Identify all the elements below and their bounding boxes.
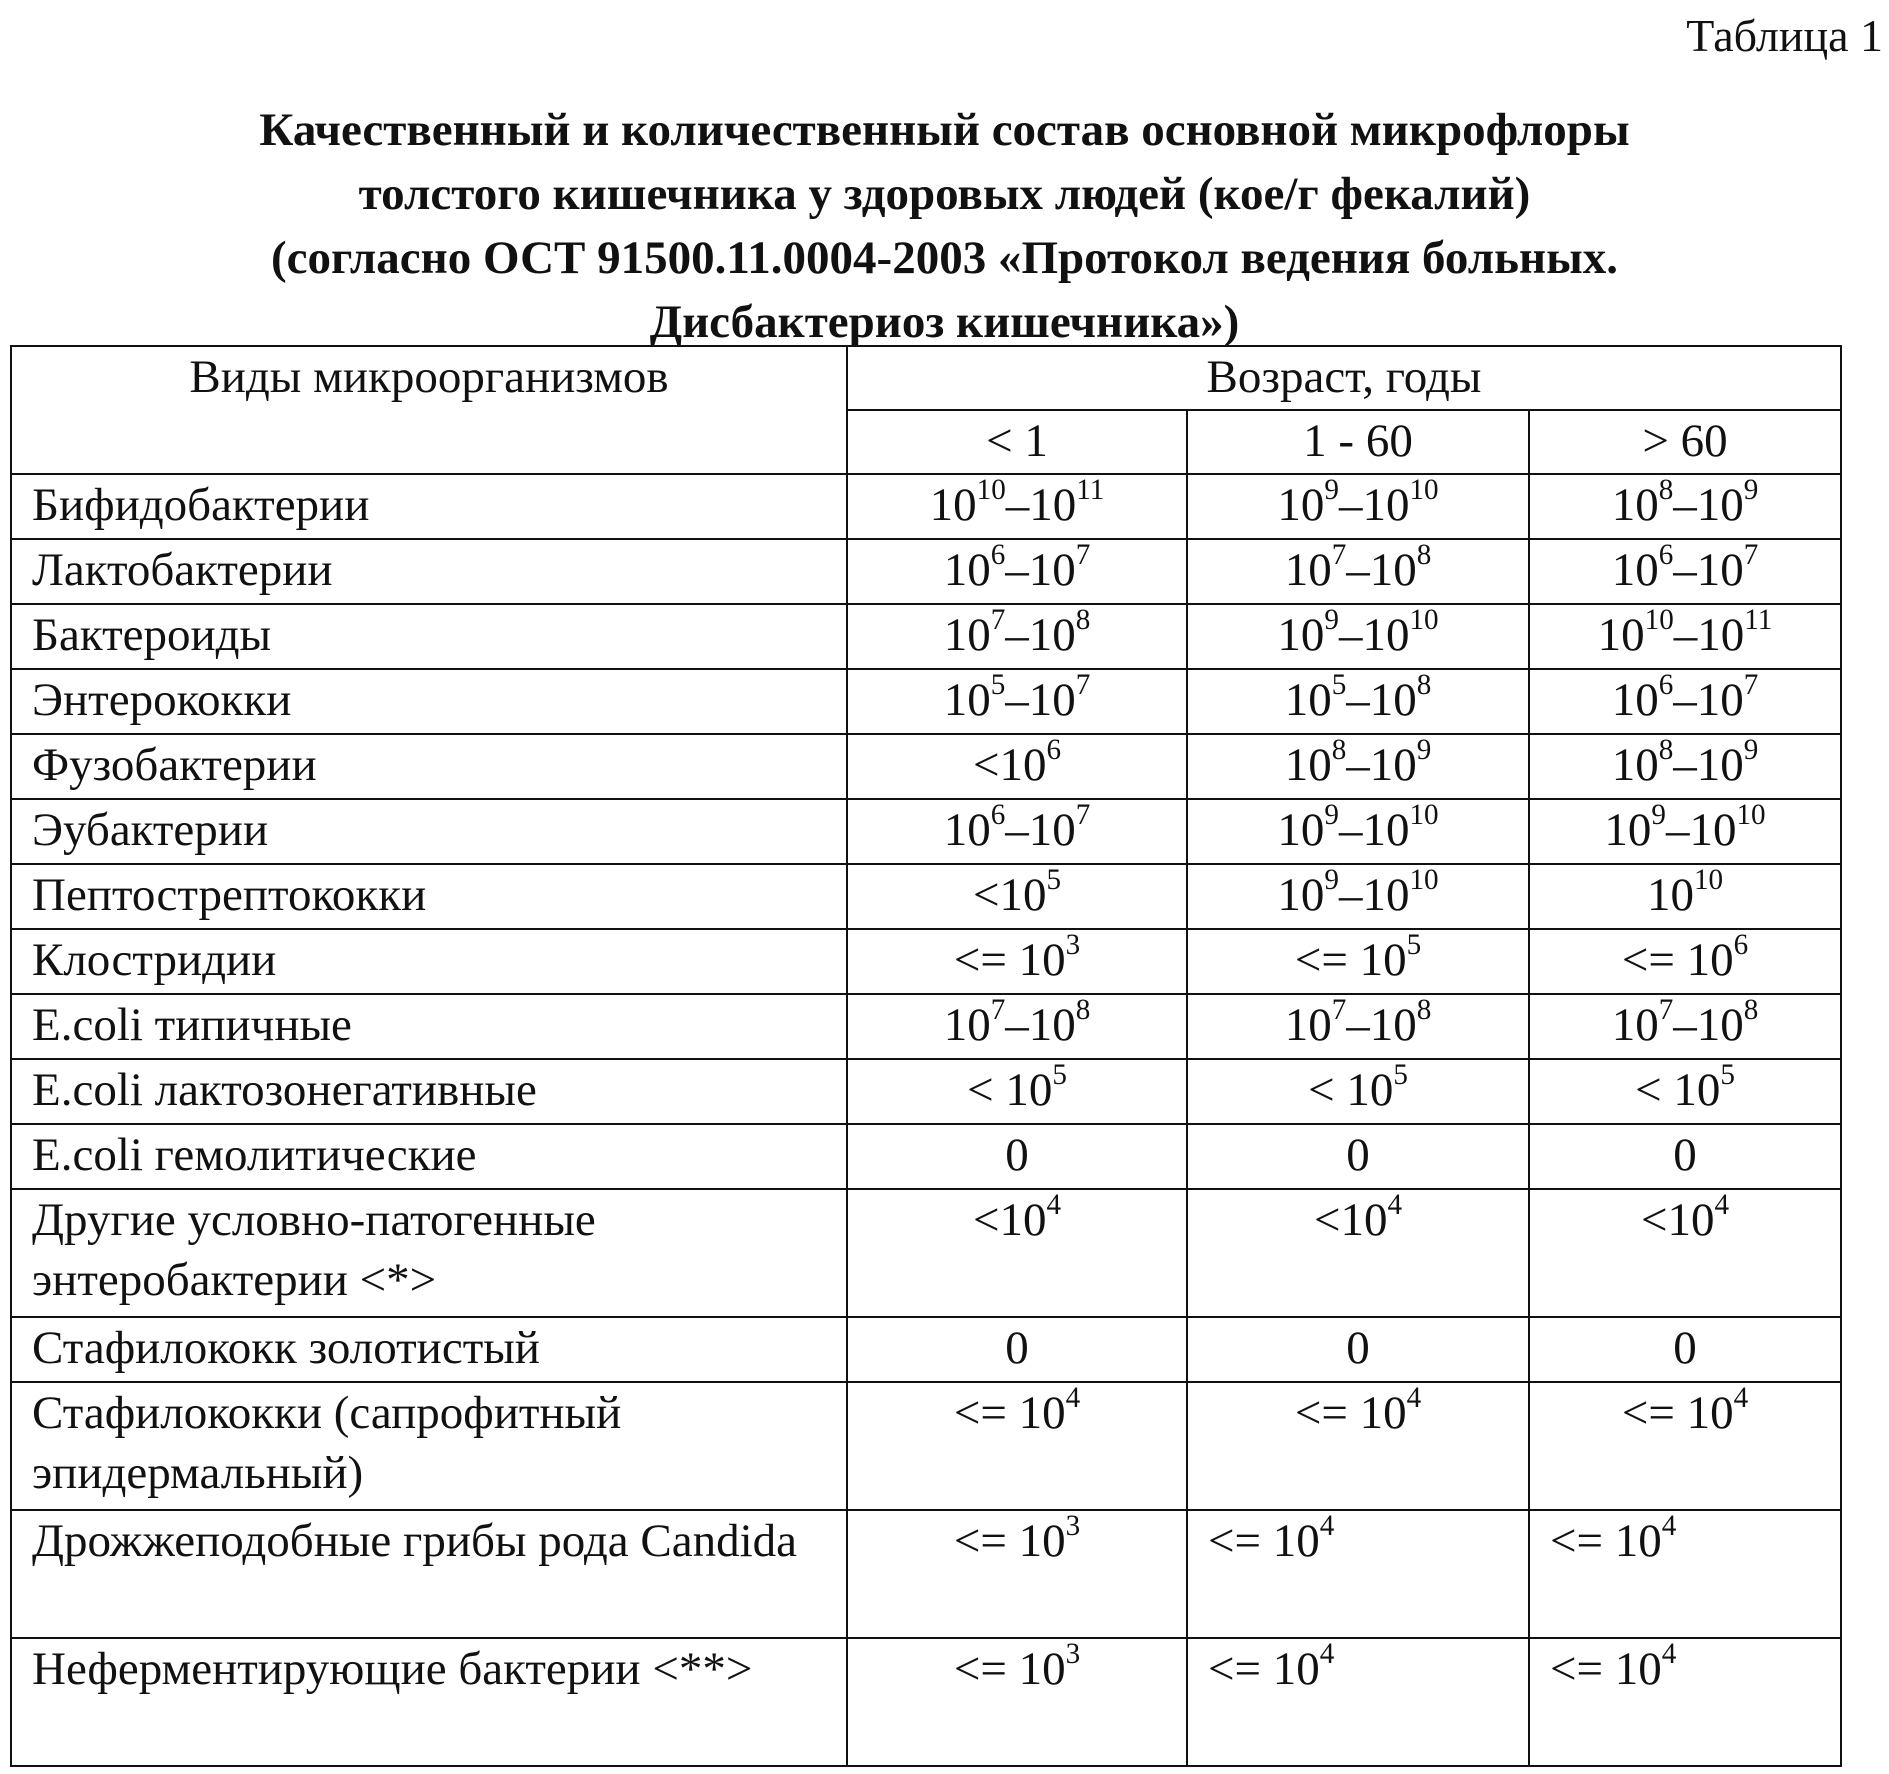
exponent: 7 — [1075, 799, 1091, 832]
exponent: 10 — [1693, 864, 1724, 897]
exponent: 7 — [990, 604, 1006, 637]
value-text: –10 — [1665, 804, 1737, 856]
exponent: 5 — [1052, 1059, 1067, 1092]
header-row — [11, 346, 1841, 410]
value-cell-age-group-2 — [1187, 929, 1529, 994]
exponent: 4 — [1065, 1382, 1081, 1415]
table-row — [11, 929, 1841, 994]
organism-name: Дрожжеподобные грибы рода Candida — [11, 1510, 847, 1638]
value-cell-age-group-3 — [1529, 669, 1841, 734]
exponent: 4 — [1319, 1510, 1335, 1543]
value-text: –10 — [1346, 999, 1417, 1051]
organism-name: Бифидобактерии — [11, 474, 847, 539]
exponent: 3 — [1065, 1638, 1081, 1671]
value-text: –10 — [1346, 739, 1417, 791]
exponent: 10 — [1409, 799, 1439, 832]
exponent: 4 — [1661, 1638, 1677, 1671]
exponent: 8 — [1075, 994, 1091, 1027]
value-text: <= 10 — [953, 1387, 1066, 1439]
exponent: 3 — [1065, 1510, 1081, 1543]
value-cell-age-group-3 — [1529, 994, 1841, 1059]
value-text: <= 10 — [953, 934, 1066, 986]
value-text: <10 — [972, 1194, 1047, 1246]
exponent: 11 — [1744, 604, 1773, 637]
title-line: толстого кишечника у здоровых людей (кое/г фекалий) — [358, 168, 1531, 220]
exponent: 4 — [1661, 1510, 1677, 1543]
table-row — [11, 669, 1841, 734]
exponent: 6 — [1658, 539, 1674, 572]
value-cell-age-group-3 — [1529, 734, 1841, 799]
exponent: 4 — [1319, 1638, 1335, 1671]
exponent: 8 — [1743, 994, 1759, 1027]
exponent: 10 — [1736, 799, 1766, 832]
value-cell-age-group-1 — [847, 1124, 1187, 1189]
value-text: < 10 — [1308, 1064, 1394, 1116]
exponent: 8 — [1416, 994, 1432, 1027]
value-cell-age-group-2 — [1187, 799, 1529, 864]
value-text: 10 — [1646, 869, 1694, 921]
value-text: 10 — [1284, 544, 1332, 596]
value-cell-age-group-2 — [1187, 1510, 1529, 1638]
value-text: 10 — [943, 999, 991, 1051]
value-cell-age-group-3 — [1529, 1638, 1841, 1766]
exponent: 5 — [1393, 1059, 1408, 1092]
exponent: 8 — [1416, 669, 1432, 702]
organism-name: Клостридии — [11, 929, 847, 994]
value-text: 10 — [943, 674, 991, 726]
value-text: 10 — [1277, 479, 1325, 531]
value-cell-age-group-1 — [847, 539, 1187, 604]
value-text: <= 10 — [1208, 1643, 1320, 1695]
organism-name: E.coli гемолитические — [11, 1124, 847, 1189]
exponent: 9 — [1324, 864, 1339, 897]
table-row — [11, 539, 1841, 604]
value-cell-age-group-1 — [847, 1638, 1187, 1766]
exponent: 9 — [1743, 474, 1759, 507]
value-text: –10 — [1338, 609, 1410, 661]
value-text: –10 — [1338, 479, 1410, 531]
value-text: 10 — [1611, 544, 1659, 596]
exponent: 8 — [1416, 539, 1432, 572]
microflora-table — [10, 345, 1842, 1767]
table-row — [11, 1059, 1841, 1124]
value-cell-age-group-2 — [1187, 864, 1529, 929]
value-text: <= 10 — [1208, 1515, 1320, 1567]
value-cell-age-group-3 — [1529, 1382, 1841, 1510]
value-cell-age-group-2 — [1187, 474, 1529, 539]
table-number-label: Таблица 1 — [1686, 10, 1883, 61]
value-text: –10 — [1346, 674, 1417, 726]
value-text: <= 10 — [953, 1515, 1066, 1567]
value-cell-age-group-1 — [847, 929, 1187, 994]
exponent: 4 — [1406, 1382, 1422, 1415]
value-text: 10 — [943, 544, 991, 596]
exponent: 9 — [1416, 734, 1432, 767]
value-text: 0 — [1673, 1129, 1697, 1181]
table-row — [11, 1638, 1841, 1766]
value-text: –10 — [1673, 739, 1744, 791]
value-text: <= 10 — [1550, 1515, 1662, 1567]
exponent: 7 — [1075, 669, 1091, 702]
value-text: 10 — [1284, 999, 1332, 1051]
exponent: 5 — [1720, 1059, 1735, 1092]
value-text: 10 — [1597, 609, 1645, 661]
title-line: Качественный и количественный состав основной микрофлоры — [259, 104, 1630, 156]
exponent: 7 — [1743, 669, 1759, 702]
organism-name: Бактероиды — [11, 604, 847, 669]
value-cell-age-group-2 — [1187, 1059, 1529, 1124]
value-text: 0 — [1005, 1322, 1029, 1374]
value-text: 10 — [1604, 804, 1652, 856]
value-cell-age-group-3 — [1529, 604, 1841, 669]
value-text: 10 — [1284, 674, 1332, 726]
exponent: 6 — [1046, 734, 1062, 767]
value-text: 10 — [943, 804, 991, 856]
value-text: <10 — [1640, 1194, 1715, 1246]
table-row — [11, 994, 1841, 1059]
value-cell-age-group-1 — [847, 864, 1187, 929]
value-text: –10 — [1673, 544, 1744, 596]
exponent: 4 — [1387, 1189, 1403, 1222]
exponent: 4 — [1046, 1189, 1062, 1222]
organism-name: E.coli типичные — [11, 994, 847, 1059]
value-cell-age-group-3 — [1529, 799, 1841, 864]
table-row — [11, 1382, 1841, 1510]
organism-name: E.coli лактозонегативные — [11, 1059, 847, 1124]
exponent: 7 — [1743, 539, 1759, 572]
organism-name: Пептострептококки — [11, 864, 847, 929]
exponent: 10 — [1409, 474, 1439, 507]
value-text: 0 — [1346, 1322, 1370, 1374]
value-text: < 10 — [967, 1064, 1053, 1116]
value-text: <= 10 — [1621, 1387, 1734, 1439]
exponent: 6 — [1733, 929, 1749, 962]
value-cell-age-group-3 — [1529, 474, 1841, 539]
organism-name: Стафилококк золотистый — [11, 1317, 847, 1382]
value-cell-age-group-1 — [847, 1189, 1187, 1317]
exponent: 9 — [1324, 474, 1339, 507]
value-text: –10 — [1005, 999, 1076, 1051]
organism-name: Лактобактерии — [11, 539, 847, 604]
value-text: 10 — [1611, 739, 1659, 791]
value-text: 0 — [1346, 1129, 1370, 1181]
value-text: <= 10 — [1294, 1387, 1407, 1439]
exponent: 9 — [1324, 604, 1339, 637]
organism-name: Энтерококки — [11, 669, 847, 734]
organism-name: Фузобактерии — [11, 734, 847, 799]
header-age-1-60: 1 - 60 — [1187, 410, 1529, 474]
header-age: Возраст, годы — [847, 346, 1841, 410]
table-row — [11, 864, 1841, 929]
value-text: <10 — [1313, 1194, 1388, 1246]
exponent: 5 — [1046, 864, 1062, 897]
value-cell-age-group-3 — [1529, 1189, 1841, 1317]
title-line: Дисбактериоз кишечника») — [649, 296, 1240, 348]
value-cell-age-group-1 — [847, 734, 1187, 799]
header-age-under-1: < 1 — [847, 410, 1187, 474]
value-text: –10 — [1005, 479, 1077, 531]
value-text: 10 — [1611, 674, 1659, 726]
exponent: 4 — [1733, 1382, 1749, 1415]
value-text: 10 — [1277, 804, 1325, 856]
value-text: 10 — [943, 609, 991, 661]
value-cell-age-group-1 — [847, 604, 1187, 669]
value-text: <10 — [972, 869, 1047, 921]
table-row — [11, 1317, 1841, 1382]
value-text: <= 10 — [1294, 934, 1407, 986]
value-text: –10 — [1338, 804, 1410, 856]
table-row — [11, 1124, 1841, 1189]
value-text: 0 — [1673, 1322, 1697, 1374]
value-cell-age-group-2 — [1187, 1124, 1529, 1189]
value-text: 10 — [1277, 869, 1325, 921]
value-cell-age-group-2 — [1187, 539, 1529, 604]
exponent: 10 — [976, 474, 1006, 507]
exponent: 4 — [1714, 1189, 1730, 1222]
value-cell-age-group-3 — [1529, 1124, 1841, 1189]
value-text: 10 — [1284, 739, 1332, 791]
value-text: –10 — [1673, 479, 1744, 531]
value-text: <= 10 — [1621, 934, 1734, 986]
value-text: –10 — [1338, 869, 1410, 921]
header-age-over-60: > 60 — [1529, 410, 1841, 474]
value-cell-age-group-3 — [1529, 1059, 1841, 1124]
exponent: 10 — [1409, 604, 1439, 637]
table-row — [11, 799, 1841, 864]
organism-name: Стафилококки (сапрофитный эпидермальный) — [11, 1382, 847, 1510]
exponent: 7 — [1658, 994, 1674, 1027]
value-text: –10 — [1673, 999, 1744, 1051]
value-cell-age-group-1 — [847, 994, 1187, 1059]
value-text: 10 — [1277, 609, 1325, 661]
table-row — [11, 474, 1841, 539]
value-cell-age-group-2 — [1187, 1382, 1529, 1510]
value-cell-age-group-2 — [1187, 734, 1529, 799]
exponent: 7 — [1331, 539, 1347, 572]
exponent: 8 — [1658, 474, 1674, 507]
value-text: 10 — [929, 479, 977, 531]
title-line: (согласно ОСТ 91500.11.0004-2003 «Протокол ведения больных. — [270, 232, 1619, 284]
value-cell-age-group-1 — [847, 1317, 1187, 1382]
value-text: <= 10 — [1550, 1643, 1662, 1695]
value-text: –10 — [1005, 674, 1076, 726]
exponent: 7 — [1331, 994, 1347, 1027]
value-text: –10 — [1005, 544, 1076, 596]
exponent: 6 — [990, 539, 1006, 572]
value-cell-age-group-1 — [847, 474, 1187, 539]
exponent: 8 — [1075, 604, 1091, 637]
value-cell-age-group-1 — [847, 1059, 1187, 1124]
value-text: –10 — [1005, 609, 1076, 661]
value-cell-age-group-3 — [1529, 1317, 1841, 1382]
exponent: 8 — [1658, 734, 1674, 767]
exponent: 9 — [1743, 734, 1759, 767]
value-cell-age-group-3 — [1529, 539, 1841, 604]
value-text: 10 — [1611, 999, 1659, 1051]
value-cell-age-group-2 — [1187, 1317, 1529, 1382]
value-cell-age-group-2 — [1187, 604, 1529, 669]
organism-name: Другие условно-патогенные энтеробактерии <*> — [11, 1189, 847, 1317]
exponent: 5 — [1406, 929, 1422, 962]
organism-name: Неферментирующие бактерии <**> — [11, 1638, 847, 1766]
header-species: Виды микроорганизмов — [11, 346, 847, 474]
exponent: 11 — [1076, 474, 1105, 507]
table-row — [11, 604, 1841, 669]
value-text: <= 10 — [953, 1643, 1066, 1695]
value-cell-age-group-1 — [847, 1382, 1187, 1510]
value-text: < 10 — [1635, 1064, 1721, 1116]
exponent: 9 — [1651, 799, 1666, 832]
value-text: –10 — [1005, 804, 1076, 856]
value-text: 10 — [1611, 479, 1659, 531]
value-text: –10 — [1346, 544, 1417, 596]
exponent: 10 — [1409, 864, 1439, 897]
value-text: 0 — [1005, 1129, 1029, 1181]
value-cell-age-group-2 — [1187, 1638, 1529, 1766]
table-row — [11, 1189, 1841, 1317]
value-cell-age-group-3 — [1529, 1510, 1841, 1638]
exponent: 5 — [990, 669, 1006, 702]
table-row — [11, 1510, 1841, 1638]
value-cell-age-group-1 — [847, 1510, 1187, 1638]
exponent: 7 — [990, 994, 1006, 1027]
exponent: 5 — [1331, 669, 1347, 702]
exponent: 10 — [1644, 604, 1674, 637]
exponent: 6 — [1658, 669, 1674, 702]
value-cell-age-group-3 — [1529, 864, 1841, 929]
value-text: <10 — [972, 739, 1047, 791]
table-title — [0, 98, 1889, 354]
exponent: 8 — [1331, 734, 1347, 767]
organism-name: Эубактерии — [11, 799, 847, 864]
exponent: 9 — [1324, 799, 1339, 832]
value-cell-age-group-2 — [1187, 1189, 1529, 1317]
value-cell-age-group-1 — [847, 799, 1187, 864]
exponent: 7 — [1075, 539, 1091, 572]
value-text: –10 — [1673, 674, 1744, 726]
exponent: 3 — [1065, 929, 1081, 962]
table-row — [11, 734, 1841, 799]
exponent: 6 — [990, 799, 1006, 832]
value-text: –10 — [1673, 609, 1745, 661]
value-cell-age-group-3 — [1529, 929, 1841, 994]
value-cell-age-group-2 — [1187, 669, 1529, 734]
value-cell-age-group-2 — [1187, 994, 1529, 1059]
value-cell-age-group-1 — [847, 669, 1187, 734]
